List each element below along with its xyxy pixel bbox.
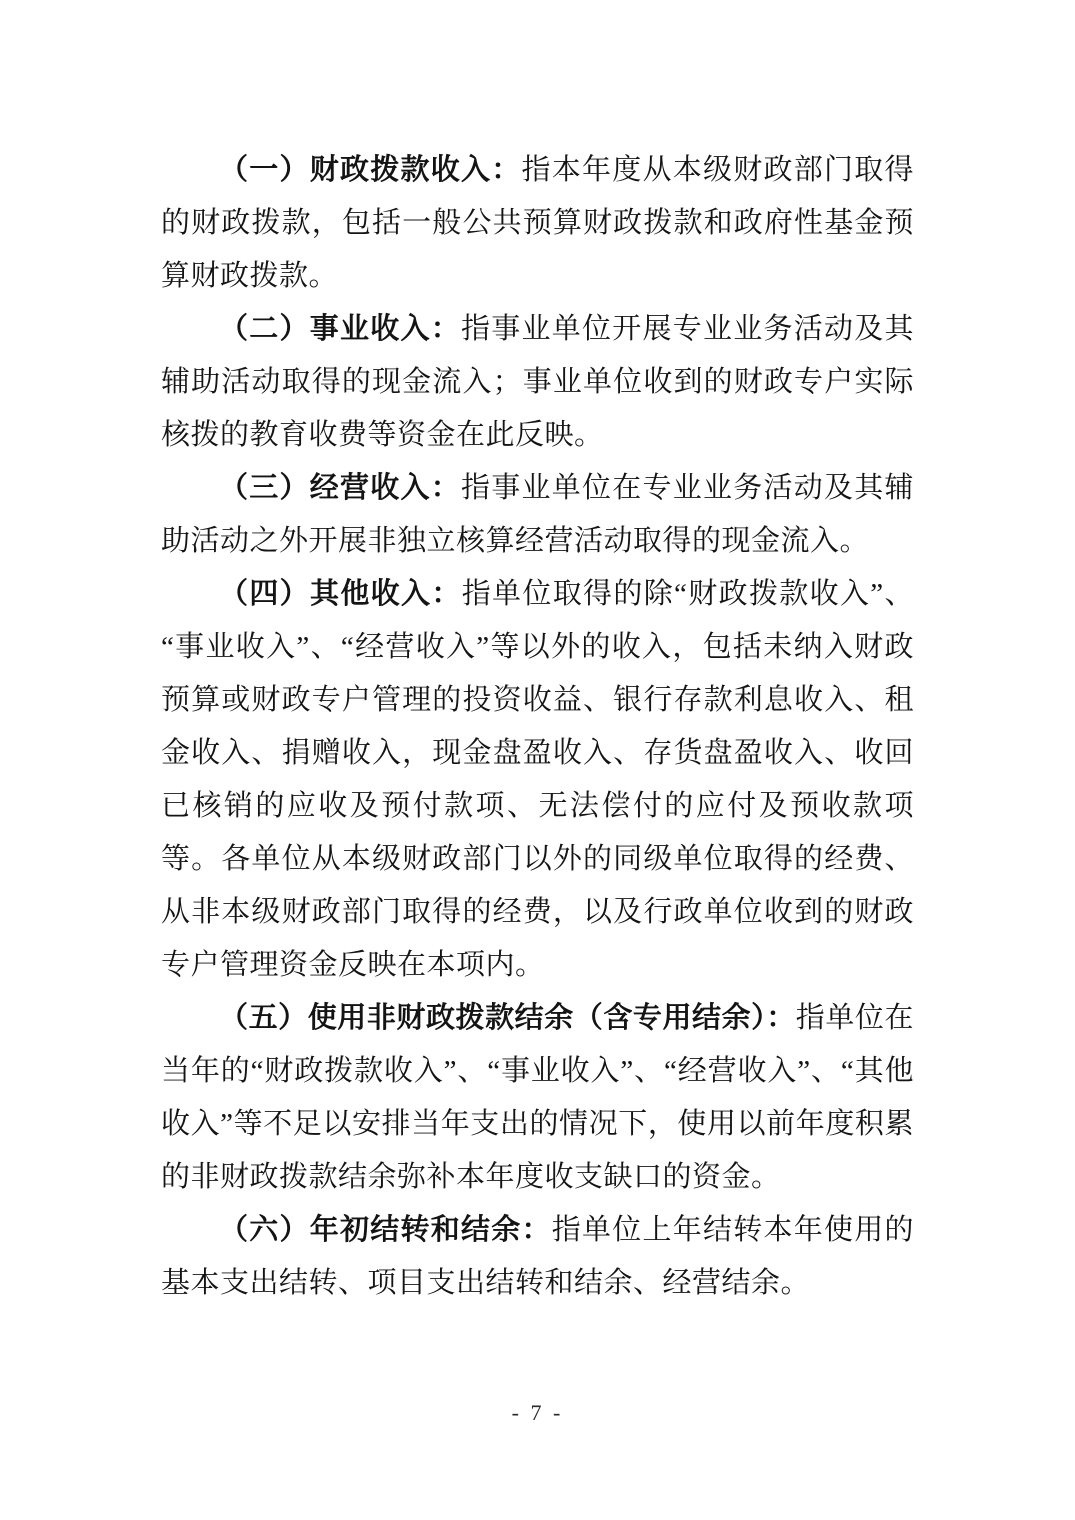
paragraph-non-fiscal-balance-usage xyxy=(161,992,914,1204)
paragraph-text: 指单位取得的除“财政拨款收入”、“事业收入”、“经营收入”等以外的收入，包括未纳入财政预算或财政专户管理的投资收益、银行存款利息收入、租金收入、捐赠收入，现金盘盈收入、存货盘盈收入、收回已核销的应收及预付款项、无法偿付的应付及预收款项等。各单位从本级财政部门以外的同级单位取得的经费、从非本级财政部门取得的经费，以及行政单位收到的财政专户管理资金反映在本项内。 xyxy=(161,578,914,981)
paragraph-year-begin-carryover xyxy=(161,1204,914,1310)
paragraph-fiscal-appropriation-income xyxy=(161,144,914,303)
paragraph-heading: （六）年初结转和结余： xyxy=(219,1214,552,1246)
paragraph-text: 指单位在当年的“财政拨款收入”、“事业收入”、“经营收入”、“其他收入”等不足以安排当年支出的情况下，使用以前年度积累的非财政拨款结余弥补本年度收支缺口的资金。 xyxy=(161,1002,914,1193)
paragraph-other-income xyxy=(161,568,914,992)
paragraph-text: 指单位上年结转本年使用的基本支出结转、项目支出结转和结余、经营结余。 xyxy=(161,1214,914,1299)
paragraph-operating-income-institution xyxy=(161,303,914,462)
paragraph-heading: （五）使用非财政拨款结余（含专用结余）： xyxy=(219,1002,796,1034)
paragraph-text: 指事业单位在专业业务活动及其辅助活动之外开展非独立核算经营活动取得的现金流入。 xyxy=(161,472,914,557)
paragraph-heading: （二）事业收入： xyxy=(219,313,461,345)
paragraph-text: 指本年度从本级财政部门取得的财政拨款，包括一般公共预算财政拨款和政府性基金预算财政拨款。 xyxy=(161,154,914,292)
page-number: - 7 - xyxy=(511,1400,564,1425)
paragraph-business-income xyxy=(161,462,914,568)
paragraph-heading: （四）其他收入： xyxy=(219,578,462,610)
paragraph-text: 指事业单位开展专业业务活动及其辅助活动取得的现金流入；事业单位收到的财政专户实际核拨的教育收费等资金在此反映。 xyxy=(161,313,914,451)
document-body xyxy=(161,144,914,1310)
paragraph-heading: （一）财政拨款收入： xyxy=(219,154,522,186)
paragraph-heading: （三）经营收入： xyxy=(219,472,461,504)
